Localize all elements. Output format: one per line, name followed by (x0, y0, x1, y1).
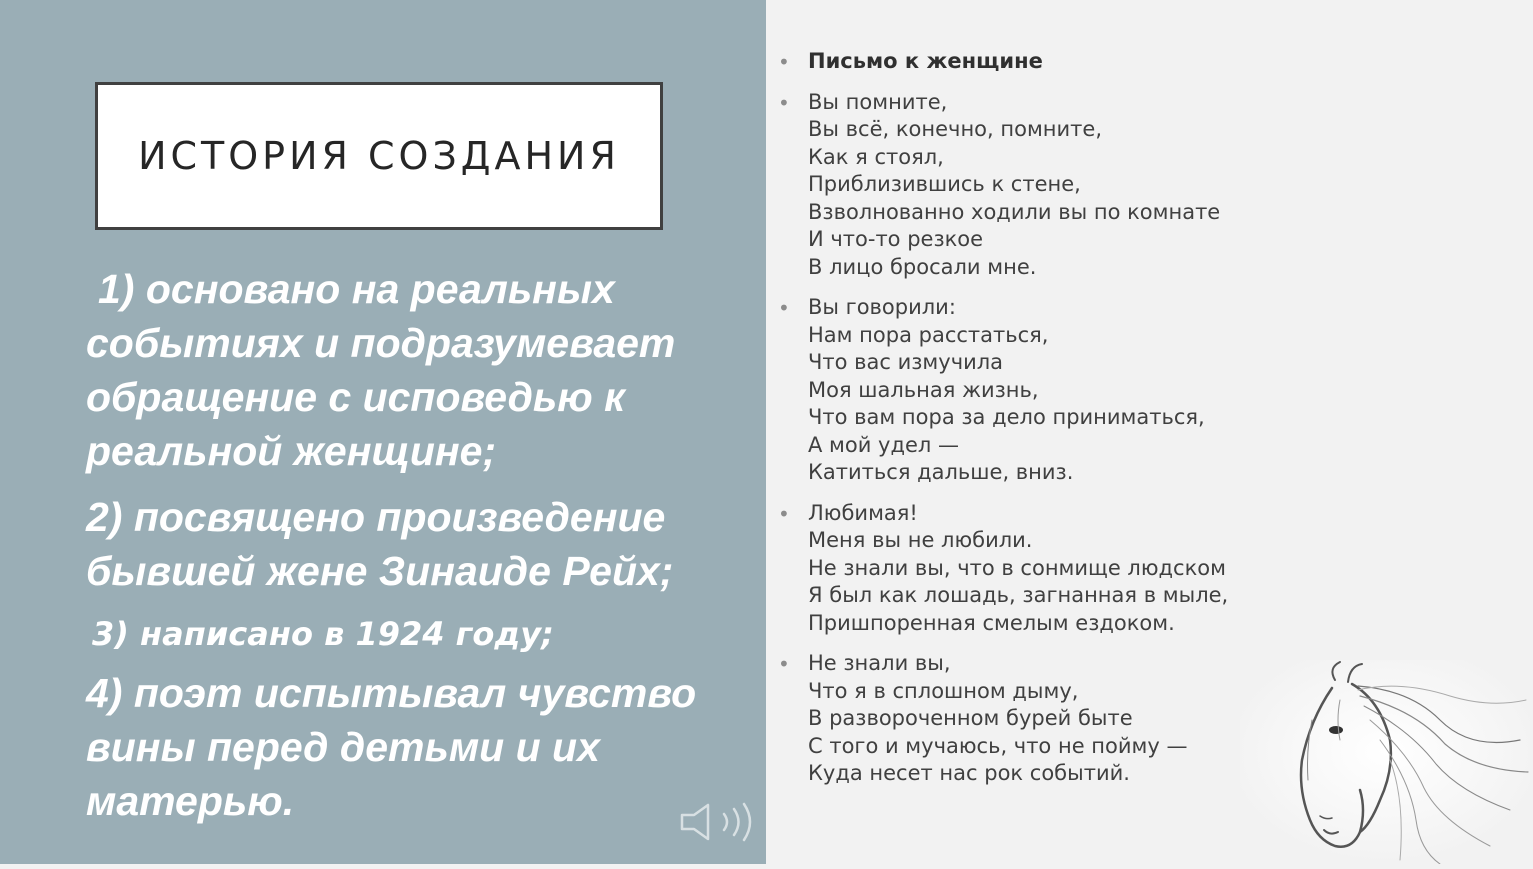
poem-stanza (776, 500, 1296, 638)
fact-1-line-1: 1) основано на реальных (98, 266, 615, 312)
facts-list (86, 262, 776, 828)
poem-line: Моя шальная жизнь, (808, 377, 1039, 402)
poem-line: В развороченном бурей быте (808, 706, 1133, 730)
fact-4-line-2: вины перед детьми и их (86, 724, 600, 770)
poem-line: И что-то резкое (808, 227, 984, 251)
fact-4-line-1: 4) поэт испытывал чувство (86, 670, 697, 716)
poem-stanza (776, 650, 1296, 788)
poem-line: Взволнованно ходили вы по комнате (808, 199, 1221, 224)
poem-line: А мой удел — (808, 432, 960, 457)
poem-line: Как я стоял, (808, 144, 944, 169)
poem-line: Вы всё, конечно, помните, (808, 117, 1102, 141)
fact-2-line-1: 2) посвящено произведение (86, 494, 666, 540)
poem-line: Вы говорили: (808, 295, 956, 319)
fact-3-line-1: 3) написано в 1924 году; (92, 615, 554, 653)
poem-line: Я был как лошадь, загнанная в мыле, (808, 583, 1229, 607)
fact-1-line-4: реальной женщине; (86, 428, 497, 474)
fact-3 (86, 612, 776, 656)
poem-line: Катиться дальше, вниз. (808, 460, 1074, 484)
bullet-icon: • (778, 296, 790, 320)
poem (776, 48, 1296, 801)
fact-1-line-3: обращение с исповедью к (86, 374, 625, 420)
poem-stanza (776, 89, 1296, 282)
poem-line: Любимая! (808, 500, 918, 525)
poem-line: В лицо бросали мне. (808, 254, 1037, 279)
poem-line: Что я в сплошном дыму, (808, 678, 1079, 703)
bullet-icon: • (778, 501, 790, 526)
horse-sketch-image (1240, 660, 1530, 864)
fact-4-line-3: матерью. (86, 778, 295, 824)
poem-line: Приблизившись к стене, (808, 172, 1081, 196)
poem-title: Письмо к женщине (808, 49, 1043, 73)
poem-line: Куда несет нас рок событий. (808, 761, 1130, 785)
poem-stanzas (776, 89, 1296, 788)
fact-4 (86, 666, 776, 828)
bullet-icon: • (778, 652, 790, 676)
poem-line: Что вас измучила (808, 350, 1004, 374)
fact-1 (86, 262, 776, 478)
poem-line: Меня вы не любили. (808, 528, 1033, 552)
title-box (95, 82, 663, 230)
fact-1-line-2: событиях и подразумевает (86, 320, 676, 366)
poem-line: Нам пора расстаться, (808, 322, 1049, 347)
fact-2 (86, 490, 776, 598)
poem-line: С того и мучаюсь, что не пойму — (808, 733, 1188, 758)
bullet-icon: • (778, 90, 790, 115)
poem-line: Пришпоренная смелым ездоком. (808, 610, 1175, 635)
poem-line: Не знали вы, (808, 651, 951, 675)
poem-line: Не знали вы, что в сонмище людском (808, 555, 1226, 580)
speaker-icon[interactable] (680, 800, 764, 844)
poem-line: Вы помните, (808, 89, 948, 114)
poem-stanza (776, 294, 1296, 487)
slide-title: ИСТОРИЯ СОЗДАНИЯ (138, 134, 620, 178)
poem-title-item (776, 48, 1296, 76)
bullet-icon: • (778, 50, 790, 74)
left-panel (0, 0, 766, 864)
fact-2-line-2: бывшей жене Зинаиде Рейх; (86, 548, 674, 594)
poem-line: Что вам пора за дело приниматься, (808, 405, 1205, 429)
